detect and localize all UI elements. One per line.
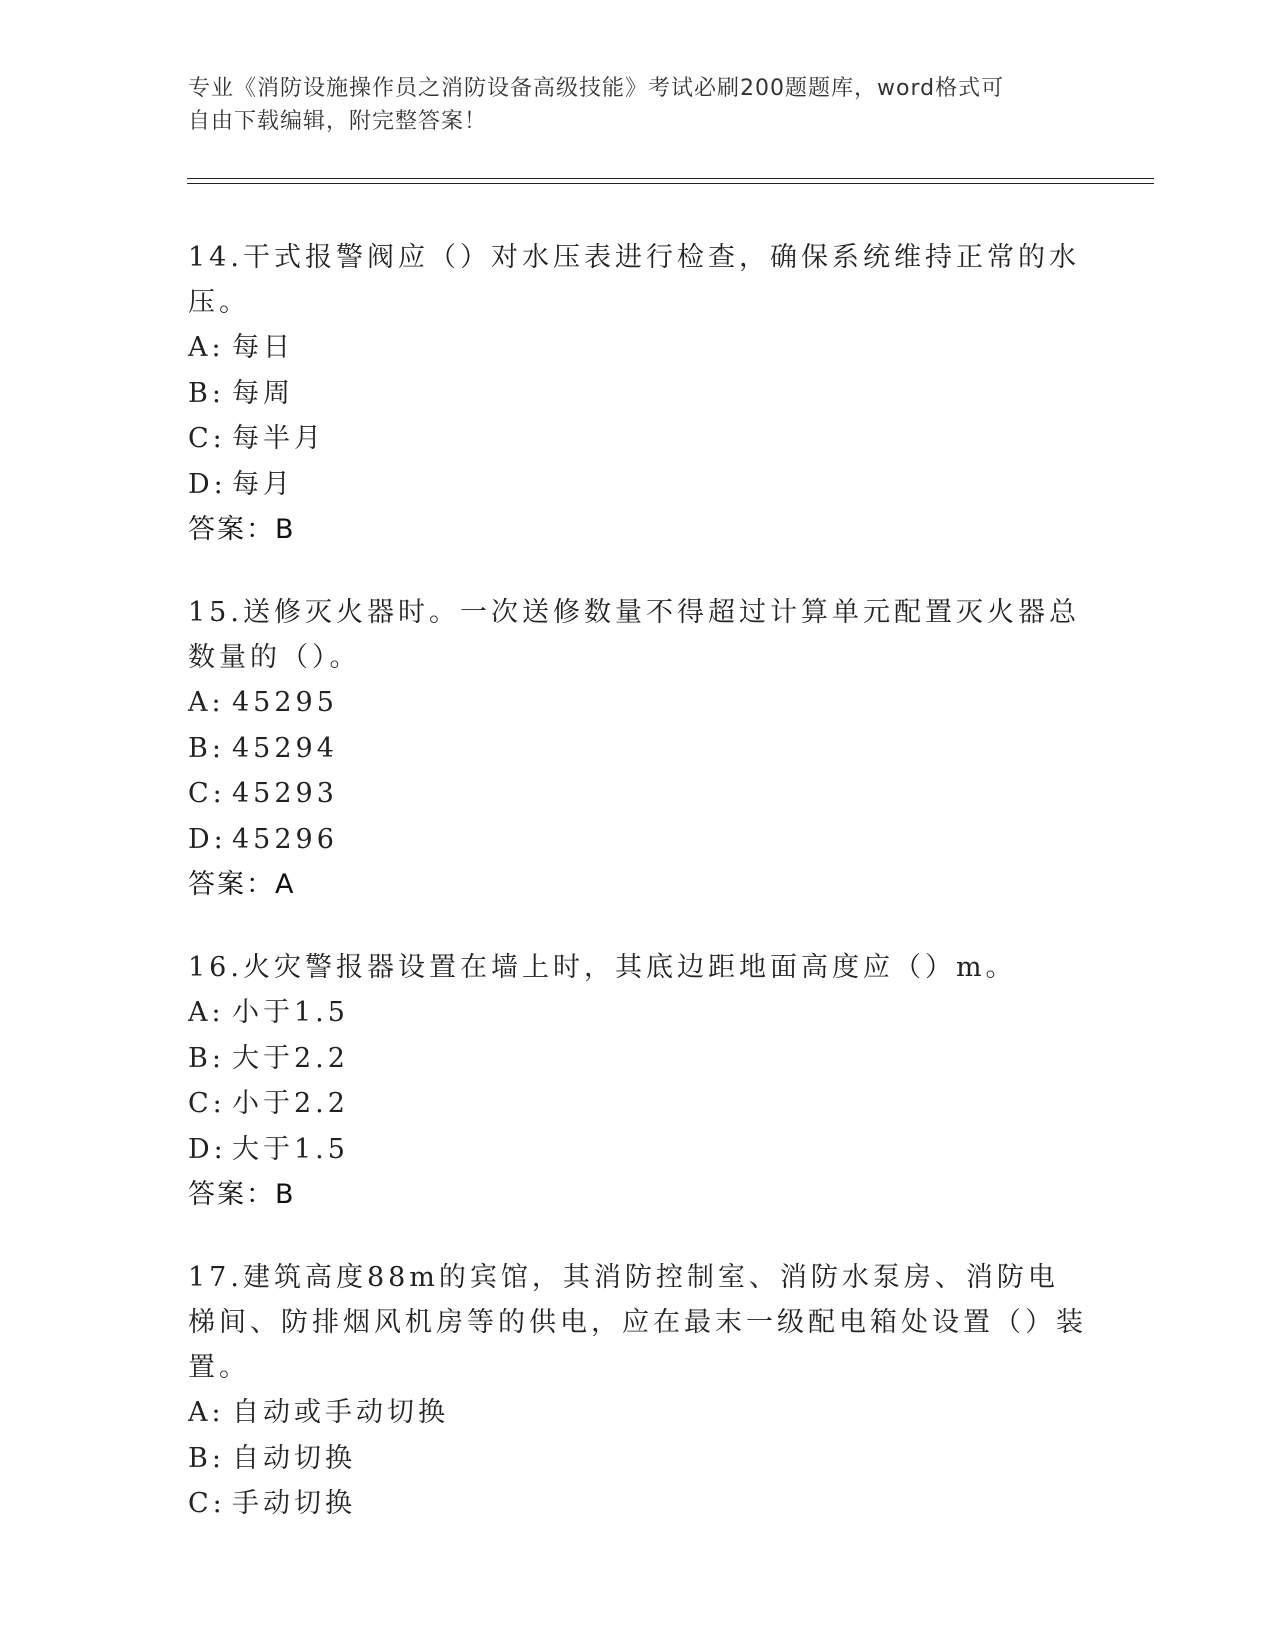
question-15 xyxy=(188,590,1088,907)
header-divider-top xyxy=(187,178,1154,179)
option-letter: D: xyxy=(188,823,227,855)
question-stem: 17.建筑高度88m的宾馆，其消防控制室、消防水泵房、消防电梯间、防排烟风机房等的供电，应在最末一级配电箱处设置（）装置。 xyxy=(188,1262,1087,1383)
header-divider-bottom xyxy=(187,183,1154,184)
option-d xyxy=(188,462,1088,508)
header-line-1: 专业《消防设施操作员之消防设备高级技能》考试必刷200题题库，word格式可 xyxy=(188,76,1005,101)
option-text: 45295 xyxy=(232,687,338,718)
option-text: 45293 xyxy=(232,778,338,809)
option-c xyxy=(188,1081,1088,1127)
option-text: 每周 xyxy=(232,377,294,409)
option-letter: B: xyxy=(188,732,225,764)
option-a xyxy=(188,1390,1088,1436)
option-letter: A: xyxy=(188,1397,225,1428)
option-letter: C: xyxy=(188,423,226,454)
option-text: 手动切换 xyxy=(232,1488,356,1519)
option-c xyxy=(188,771,1088,817)
option-a xyxy=(188,680,1088,726)
option-c xyxy=(188,1481,1088,1527)
option-text: 小于2.2 xyxy=(232,1088,349,1119)
option-letter: C: xyxy=(188,1488,226,1519)
question-16 xyxy=(188,945,1088,1217)
option-letter: A: xyxy=(188,687,225,718)
option-b xyxy=(188,726,1088,772)
option-b xyxy=(188,1436,1088,1482)
option-letter: C: xyxy=(188,778,226,809)
option-text: 大于1.5 xyxy=(232,1133,349,1165)
question-list xyxy=(188,235,1088,1565)
option-letter: C: xyxy=(188,1088,226,1119)
option-letter: B: xyxy=(188,377,225,409)
option-text: 每月 xyxy=(232,468,294,500)
question-17 xyxy=(188,1255,1088,1527)
option-b xyxy=(188,1036,1088,1082)
question-14 xyxy=(188,235,1088,552)
option-d xyxy=(188,817,1088,863)
option-text: 自动或手动切换 xyxy=(232,1397,449,1428)
answer-line: 答案：A xyxy=(188,869,296,900)
option-b xyxy=(188,371,1088,417)
option-d xyxy=(188,1127,1088,1173)
option-text: 每日 xyxy=(232,332,294,363)
option-letter: B: xyxy=(188,1442,225,1474)
option-a xyxy=(188,990,1088,1036)
option-text: 45296 xyxy=(232,823,338,855)
option-text: 每半月 xyxy=(232,423,325,454)
header-line-2: 自由下载编辑，附完整答案！ xyxy=(188,109,488,134)
question-stem: 16.火灾警报器设置在墙上时，其底边距地面高度应（）m。 xyxy=(188,952,1017,983)
option-text: 45294 xyxy=(232,732,338,764)
option-letter: D: xyxy=(188,1133,227,1165)
document-header xyxy=(188,72,1088,138)
option-letter: D: xyxy=(188,468,227,500)
option-c xyxy=(188,416,1088,462)
option-a xyxy=(188,325,1088,371)
answer-line: 答案：B xyxy=(188,514,296,545)
option-text: 自动切换 xyxy=(232,1442,356,1474)
option-letter: A: xyxy=(188,997,225,1028)
option-letter: A: xyxy=(188,332,225,363)
option-letter: B: xyxy=(188,1042,225,1074)
answer-line: 答案：B xyxy=(188,1179,296,1210)
question-stem: 14.干式报警阀应（）对水压表进行检查，确保系统维持正常的水压。 xyxy=(188,242,1080,318)
option-text: 小于1.5 xyxy=(232,997,349,1028)
option-text: 大于2.2 xyxy=(232,1042,349,1074)
question-stem: 15.送修灭火器时。一次送修数量不得超过计算单元配置灭火器总数量的（）。 xyxy=(188,597,1080,673)
